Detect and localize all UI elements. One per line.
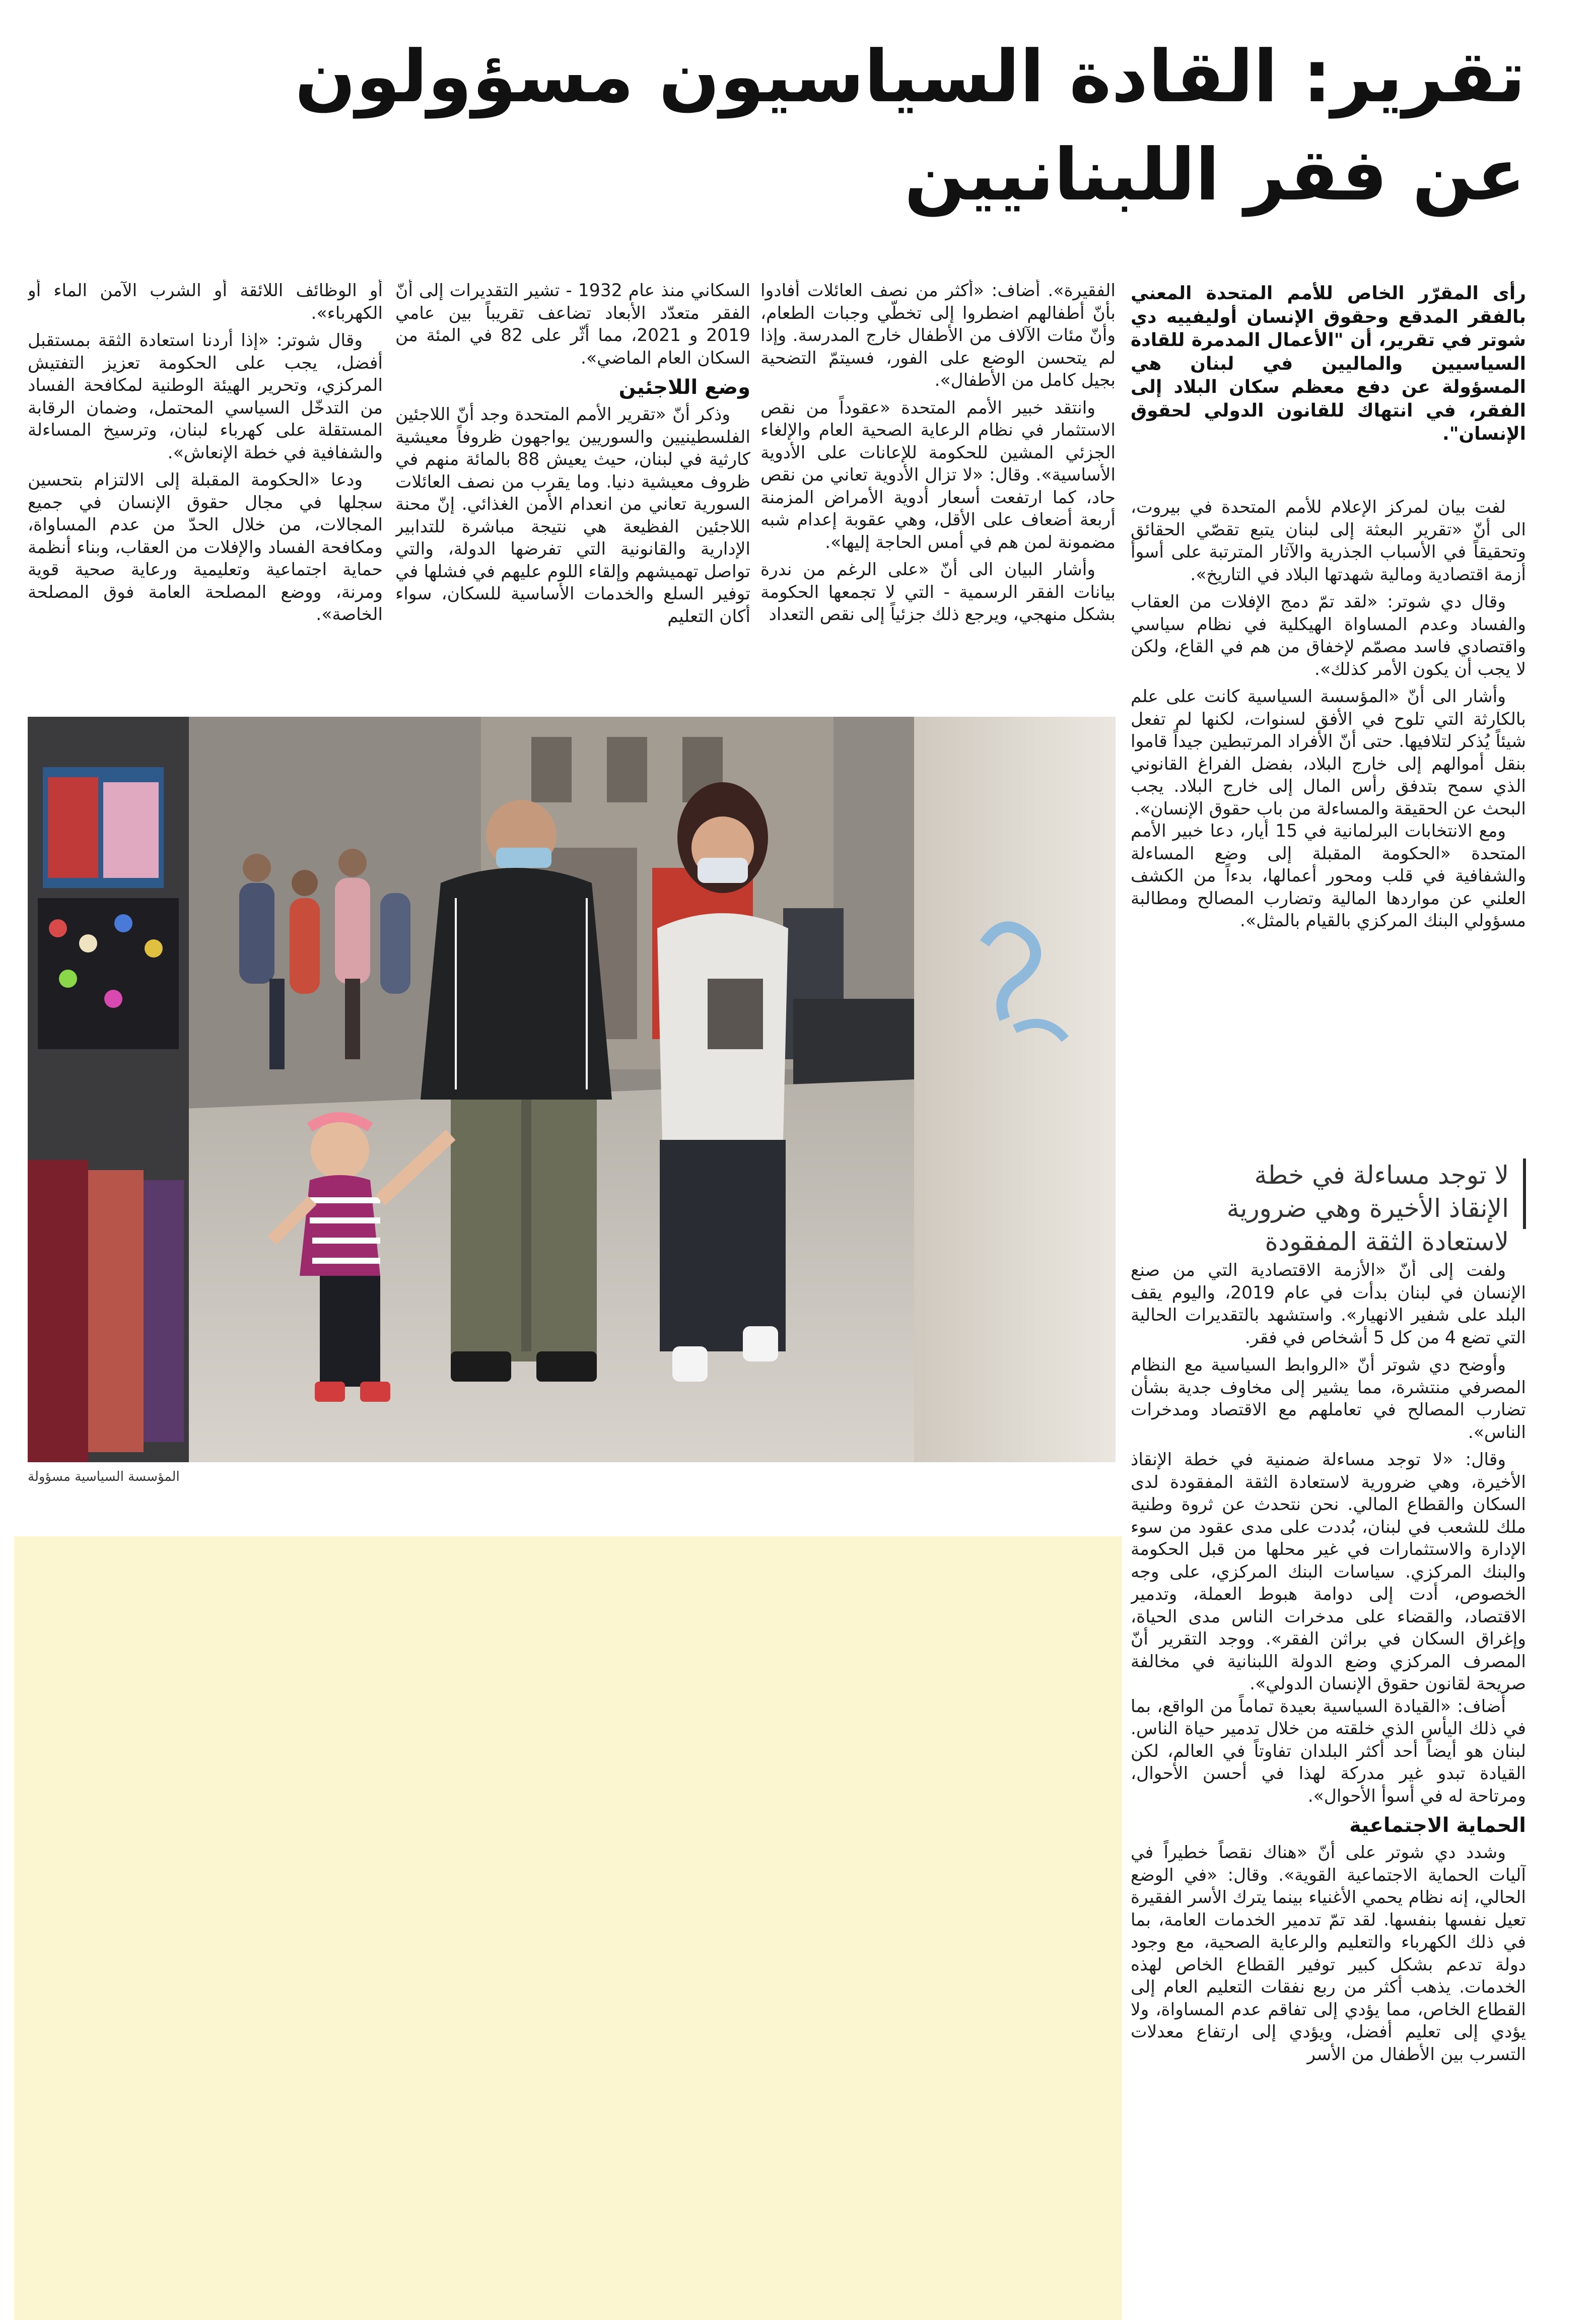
column-1 [1131,491,1526,1156]
article-headline [25,28,1525,224]
photo-caption-text: المؤسسة السياسية مسؤولة [28,1469,180,1484]
headline-line-1: تقرير: القادة السياسيون مسؤولون [295,35,1525,118]
paragraph: وانتقد خبير الأمم المتحدة «عقوداً من نقص الاستثمار في نظام الرعاية الصحية العام والإلغاء الجزئي المشين للحكومة للإعانات على الأدوية الأساسية». وقال: «لا تزال الأدوية تعاني من نقص حاد، كما ارتفعت أسعار أدوية الأمراض المزمنة أربعة أضعاف على الأقل، وهي عقوبة إعدام شبه مضمونة لمن هم في أمس الحاجة إليها». [760,397,1116,553]
paragraph: وأشار الى أنّ «المؤسسة السياسية كانت على علم بالكارثة التي تلوح في الأفق لسنوات، لكنها لم تفعل شيئاً يُذكر لتلافيها. حتى أنّ الأفراد المرتبطين جيداً قاموا بنقل أموالهم إلى خارج البلاد، بفضل الفراغ القانوني الذي سمح بتدفق رأس المال إلى خارج البلاد. يجب البحث عن الحقيقة والمساءلة من باب حقوق الإنسان». [1131,687,1526,819]
paragraph: وأوضح دي شوتر أنّ «الروابط السياسية مع النظام المصرفي منتشرة، مما يشير إلى مخاوف جدية بشأن تضارب المصالح في تعاملهم مع الاقتصاد ومدخرات الناس». [1131,1355,1526,1443]
photo-caption [28,1469,1116,1484]
paragraph: ودعا «الحكومة المقبلة إلى الالتزام بتحسين سجلها في مجال حقوق الإنسان في جميع المجالات، من خلال الحدّ من عدم المساواة، ومكافحة الفساد والإفلات من العقاب، وبناء أنظمة حماية اجتماعية وتعليمية ورعاية صحية قوية ومرنة، ووضع المصلحة العامة فوق المصلحة الخاصة». [28,470,383,625]
paragraph: وقال: «لا توجد مساءلة ضمنية في خطة الإنقاذ الأخيرة، وهي ضرورية لاستعادة الثقة المفقودة لدى السكان والقطاع المالي. نحن نتحدث عن ثروة وطنية ملك للشعب في لبنان، بُددت على مدى عقود من سوء الإدارة والاستثمارات في غير محلها من قبل الحكومة والبنك المركزي. سياسات البنك المركزي، على وجه الخصوص، أدت إلى دوامة هبوط العملة، وتدمير الاقتصاد، والقضاء على مدخرات الناس مدى الحياة، وإغراق السكان في براثن الفقر». ووجد التقرير أنّ المصرف المركزي وضع الدولة اللبنانية في مخالفة صريحة لقانون حقوق الإنسان الدولي». [1131,1450,1526,1694]
paragraph: لفت بيان لمركز الإعلام للأمم المتحدة في بيروت، الى أنّ «تقرير البعثة إلى لبنان يتبع تقصّي الحقائق وتحقيقاً في الأسباب الجذرية والآثار المترتبة على أسوأ أزمة اقتصادية ومالية شهدتها البلاد في التاريخ». [1131,497,1526,585]
paragraph: وأشار البيان الى أنّ «على الرغم من ندرة بيانات الفقر الرسمية - التي لا تجمعها الحكومة بشكل منهجي، ويرجع ذلك جزئياً إلى نقص التعداد [760,560,1116,625]
paragraph: ولفت إلى أنّ «الأزمة الاقتصادية التي من صنع الإنسان في لبنان بدأت في عام 2019، واليوم يقف البلد على شفير الانهيار». واستشهد بالتقديرات الحالية التي تضع 4 من كل 5 أشخاص في فقر. [1131,1260,1526,1348]
article-photo [28,717,1116,1462]
pull-quote-line-1: لا توجد مساءلة في خطة [1254,1161,1509,1190]
paragraph: وقال دي شوتر: «لقد تمّ دمج الإفلات من العقاب والفساد وعدم المساواة الهيكلية في نظام سياسي واقتصادي فاسد مصمّم لإخفاق من هم في القاع، ولكن لا يجب أن يكون الأمر كذلك». [1131,592,1526,679]
column-4 [28,280,383,703]
pull-quote-line-3: لاستعادة الثقة المفقودة [1265,1227,1509,1256]
paragraph: أو الوظائف اللائقة أو الشرب الآمن الماء أو الكهرباء». [28,281,383,323]
paragraph: السكاني منذ عام 1932 - تشير التقديرات إلى أنّ الفقر متعدّد الأبعاد تضاعف تقريباً بين عامي 2019 و 2021، مما أثّر على 82 في المئة من السكان العام الماضي». [395,281,750,368]
paragraph: وقال شوتر: «إذا أردنا استعادة الثقة بمستقبل أفضل، يجب على الحكومة تعزيز التفتيش المركزي، وتحرير الهيئة الوطنية لمكافحة الفساد من التدخّل السياسي المحتمل، وضمان الرقابة المستقلة على كهرباء لبنان، وترسيخ المساءلة والشفافية في خطة الإنعاش». [28,330,383,463]
lead-paragraph: رأى المقرّر الخاص للأمم المتحدة المعني بالفقر المدقع وحقوق الإنسان أوليفييه دي شوتر في تقرير، أن "الأعمال المدمرة للقادة السياسيين والماليين في لبنان هي المسؤولة عن دفع معظم سكان البلاد إلى الفقر، في انتهاك للقانون الدولي لحقوق الإنسان". [1131,283,1526,444]
paragraph: أضاف: «القيادة السياسية بعيدة تماماً من الواقع، بما في ذلك اليأس الذي خلقته من خلال تدمير حياة الناس. لبنان هو أيضاً أحد أكثر البلدان تفاوتاً في العالم، لكن القيادة تبدو غير مدركة لهذا في أحسن الأحوال، ومرتاحة له في أسوأ الأحوال». [1131,1696,1526,1806]
paragraph: وذكر أنّ «تقرير الأمم المتحدة وجد أنّ اللاجئين الفلسطينيين والسوريين يواجهون ظروفاً معيشية كارثية في لبنان، حيث يعيش 88 بالمائة منهم في ظروف معيشية دنيا. وما يقرب من نصف العائلات السورية تعاني من انعدام الأمن الغذائي. إنّ محنة اللاجئين الفظيعة هي نتيجة مباشرة للتدابير الإدارية والقانونية التي تفرضها الدولة، والتي تواصل تهميشهم وإلقاء اللوم عليهم في فشلها في توفير السلع والخدمات الأساسية للسكان، سواء أكان التعليم [395,404,750,627]
empty-advertisement-box [14,1536,1122,2320]
paragraph: ومع الانتخابات البرلمانية في 15 أيار، دعا خبير الأمم المتحدة «الحكومة المقبلة إلى وضع المساءلة والشفافية في قلب ومحور أعمالها، بدءاً من الكشف العلني عن مواردها المالية وتضارب المصالح ومطالبة مسؤولي البنك المركزي بالقيام بالمثل». [1131,821,1526,931]
column-2 [760,280,1116,703]
section-subhead: وضع اللاجئين [618,376,750,399]
column-3 [395,280,750,703]
pull-quote-line-2: الإنقاذ الأخيرة وهي ضرورية [1226,1194,1509,1223]
column-1-continued [1131,1259,1526,2314]
headline-line-2: عن فقر اللبنانيين [904,133,1525,217]
paragraph: الفقيرة». أضاف: «أكثر من نصف العائلات أفادوا بأنّ أطفالهم اضطروا إلى تخطّي وجبات الطعام، وأنّ مئات الآلاف من الأطفال خارج المدرسة. وإذا لم يتحسن الوضع على الفور، فسيتمّ التضحية بجيل كامل من الأطفال». [760,281,1116,390]
pull-quote [1133,1158,1526,1256]
section-subhead: الحماية الاجتماعية [1349,1814,1526,1837]
paragraph: وشدد دي شوتر على أنّ «هناك نقصاً خطيراً في آليات الحماية الاجتماعية القوية». وقال: «في الوضع الحالي، إنه نظام يحمي الأغنياء بينما يترك الأسر الفقيرة تعيل نفسها بنفسها. لقد تمّ تدمير الخدمات العامة، بما في ذلك الكهرباء والتعليم والرعاية الصحية، مع وجود دولة تدعم بشكل كبير توفير القطاع الخاص لهذه الخدمات. يذهب أكثر من ربع نفقات التعليم العام إلى القطاع الخاص، مما يؤدي إلى تفاقم عدم المساواة، ولا يؤدي إلى تعليم أفضل، ويؤدي إلى ارتفاع معدلات التسرب بين الأطفال من الأسر [1131,1843,1526,2065]
